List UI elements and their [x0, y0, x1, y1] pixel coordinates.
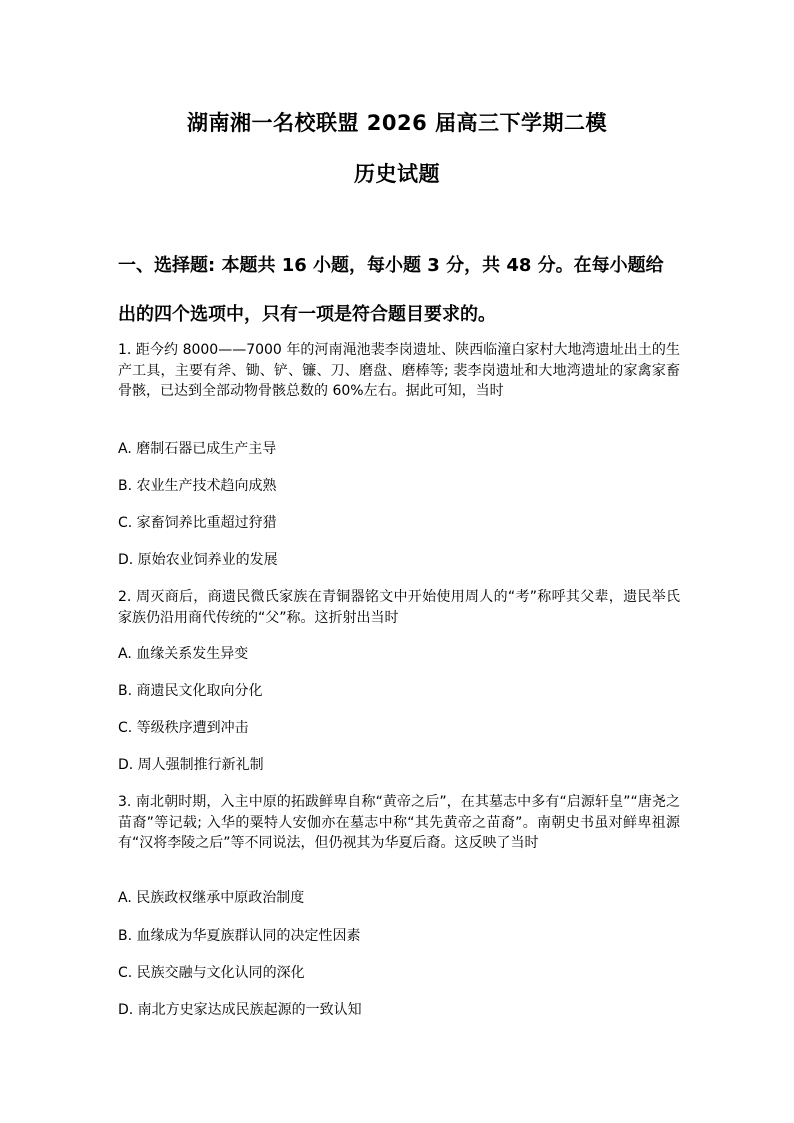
question-3-option-c: C. 民族交融与文化认同的深化	[118, 965, 305, 981]
question-2-option-c: C. 等级秩序遭到冲击	[118, 720, 249, 736]
question-2-option-a: A. 血缘关系发生异变	[118, 646, 249, 662]
question-3-stem: 3. 南北朝时期，入主中原的拓跋鲜卑自称“黄帝之后”，在其墓志中多有“启源轩皇”“唐尧之苗裔”等记载; 入华的粟特人安伽亦在墓志中称“其先黄帝之苗裔”。南朝史书虽对鲜卑祖源有“汉将李陵之后”等不同说法，但仍视其为华夏后裔。这反映了当时	[118, 794, 680, 851]
question-1-option-d: D. 原始农业饲养业的发展	[118, 552, 278, 568]
question-3-option-a: A. 民族政权继承中原政治制度	[118, 890, 305, 906]
question-2-option-b: B. 商遗民文化取向分化	[118, 683, 263, 699]
question-3-option-b: B. 血缘成为华夏族群认同的决定性因素	[118, 928, 361, 944]
exam-title: 湖南湘一名校联盟 2026 届高三下学期二模	[186, 111, 608, 135]
question-1-option-a: A. 磨制石器已成生产主导	[118, 441, 277, 457]
subject-title: 历史试题	[354, 162, 440, 186]
question-1-stem: 1. 距今约 8000——7000 年的河南渑池裴李岗遗址、陕西临潼白家村大地湾遗址出土的生产工具，主要有斧、锄、铲、镰、刀、磨盘、磨棒等; 裴李岗遗址和大地湾遗址的家禽家畜骨骸，已达到全部动物骨骸总数的 60%左右。据此可知，当时	[118, 342, 680, 399]
question-3-option-d: D. 南北方史家达成民族起源的一致认知	[118, 1002, 362, 1018]
question-1-option-c: C. 家畜饲养比重超过狩猎	[118, 515, 277, 531]
section-heading: 一、选择题: 本题共 16 小题，每小题 3 分，共 48 分。在每小题给出的四个选项中，只有一项是符合题目要求的。	[118, 255, 664, 325]
question-2-option-d: D. 周人强制推行新礼制	[118, 757, 264, 773]
question-2-stem: 2. 周灭商后，商遗民微氏家族在青铜器铭文中开始使用周人的“考”称呼其父辈，遗民举氏家族仍沿用商代传统的“父”称。这折射出当时	[118, 589, 680, 626]
question-1-option-b: B. 农业生产技术趋向成熟	[118, 478, 277, 494]
